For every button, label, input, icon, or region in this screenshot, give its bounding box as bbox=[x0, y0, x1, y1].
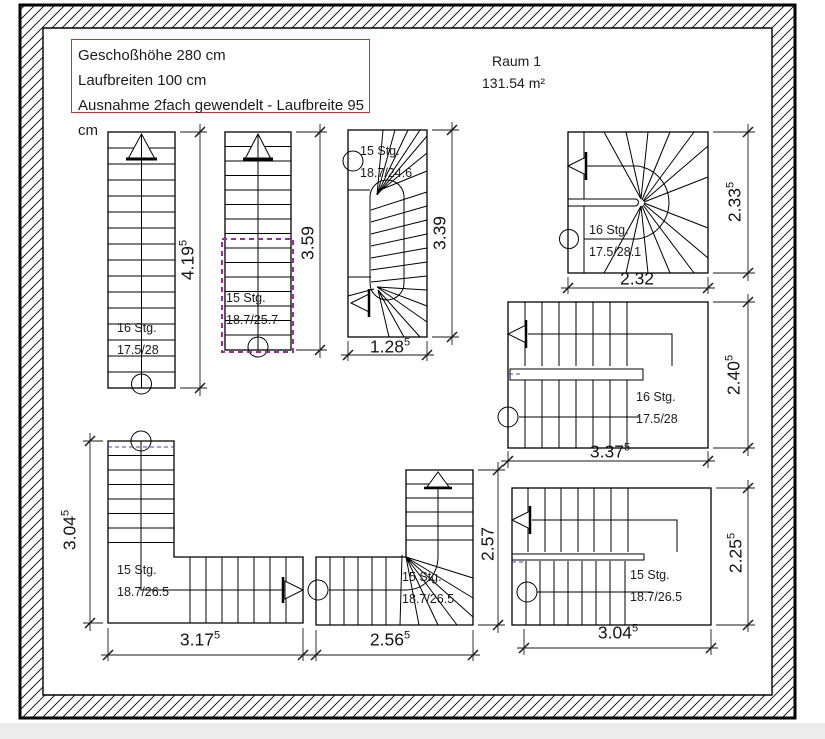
stair-label-5: 16 Stg. 17.5/28 bbox=[636, 390, 678, 426]
dim-label-2-40: 2.40$^5$ bbox=[723, 354, 744, 396]
stair-label-1: 16 Stg. 17.5/28 bbox=[117, 321, 159, 357]
room-area: 131.54 m² bbox=[482, 75, 546, 91]
dim-label-2-56: 2.56$^5$ bbox=[369, 629, 411, 650]
direction-arrow-icon bbox=[512, 511, 530, 529]
dim-label-3-04-left: 3.04$^5$ bbox=[59, 509, 80, 551]
stair-label-7: 15 Stg. 18.7/26.5 bbox=[402, 570, 455, 606]
dim-line-3-04-left bbox=[83, 433, 103, 631]
direction-arrow-icon bbox=[508, 325, 526, 343]
stair-label-6: 15 Stg. 18.7/26.5 bbox=[117, 563, 170, 599]
dim-label-3-37: 3.37$^5$ bbox=[589, 441, 631, 462]
dim-label-2-32: 2.32 bbox=[619, 268, 655, 289]
stair-label-2: 15 Stg. 18.7/25.7 bbox=[226, 291, 279, 327]
annotation-box bbox=[71, 39, 370, 139]
start-circle-icon bbox=[308, 580, 328, 600]
dim-label-3-04-bottom: 3.04$^5$ bbox=[597, 622, 639, 643]
dim-label-2-25: 2.25$^5$ bbox=[725, 532, 746, 574]
annotation-line-2: Laufbreiten 100 cm bbox=[78, 72, 207, 89]
dim-label-2-57: 2.57 bbox=[477, 526, 498, 562]
direction-arrow-icon bbox=[285, 581, 303, 599]
direction-arrow-icon bbox=[351, 294, 369, 312]
dim-label-1-28: 1.28$^5$ bbox=[369, 336, 411, 357]
stair-label-8: 15 Stg. 18.7/26.5 bbox=[630, 568, 683, 604]
start-circle-icon bbox=[517, 582, 537, 602]
dim-label-3-39: 3.39 bbox=[429, 215, 450, 251]
direction-arrow-icon bbox=[568, 157, 586, 175]
dim-label-3-17: 3.17$^5$ bbox=[179, 629, 221, 650]
room-name: Raum 1 bbox=[492, 53, 542, 69]
start-circle-icon bbox=[560, 230, 579, 249]
direction-arrow-icon bbox=[427, 472, 449, 487]
annotation-line-1: Geschoßhöhe 280 cm bbox=[78, 47, 226, 64]
dim-label-4-19: 4.19$^5$ bbox=[177, 239, 198, 281]
stair-label-3: 15 Stg. 18.7/24.6 bbox=[360, 144, 413, 180]
annotation-line-3: Ausnahme 2fach gewendelt - Laufbreite 95 cm bbox=[78, 97, 365, 139]
window-edge-strip bbox=[0, 723, 825, 739]
dim-label-2-33: 2.33$^5$ bbox=[724, 181, 745, 223]
dim-label-3-59: 3.59 bbox=[297, 225, 318, 261]
stair-label-4: 16 Stg. 17.5/28.1 bbox=[589, 223, 642, 259]
